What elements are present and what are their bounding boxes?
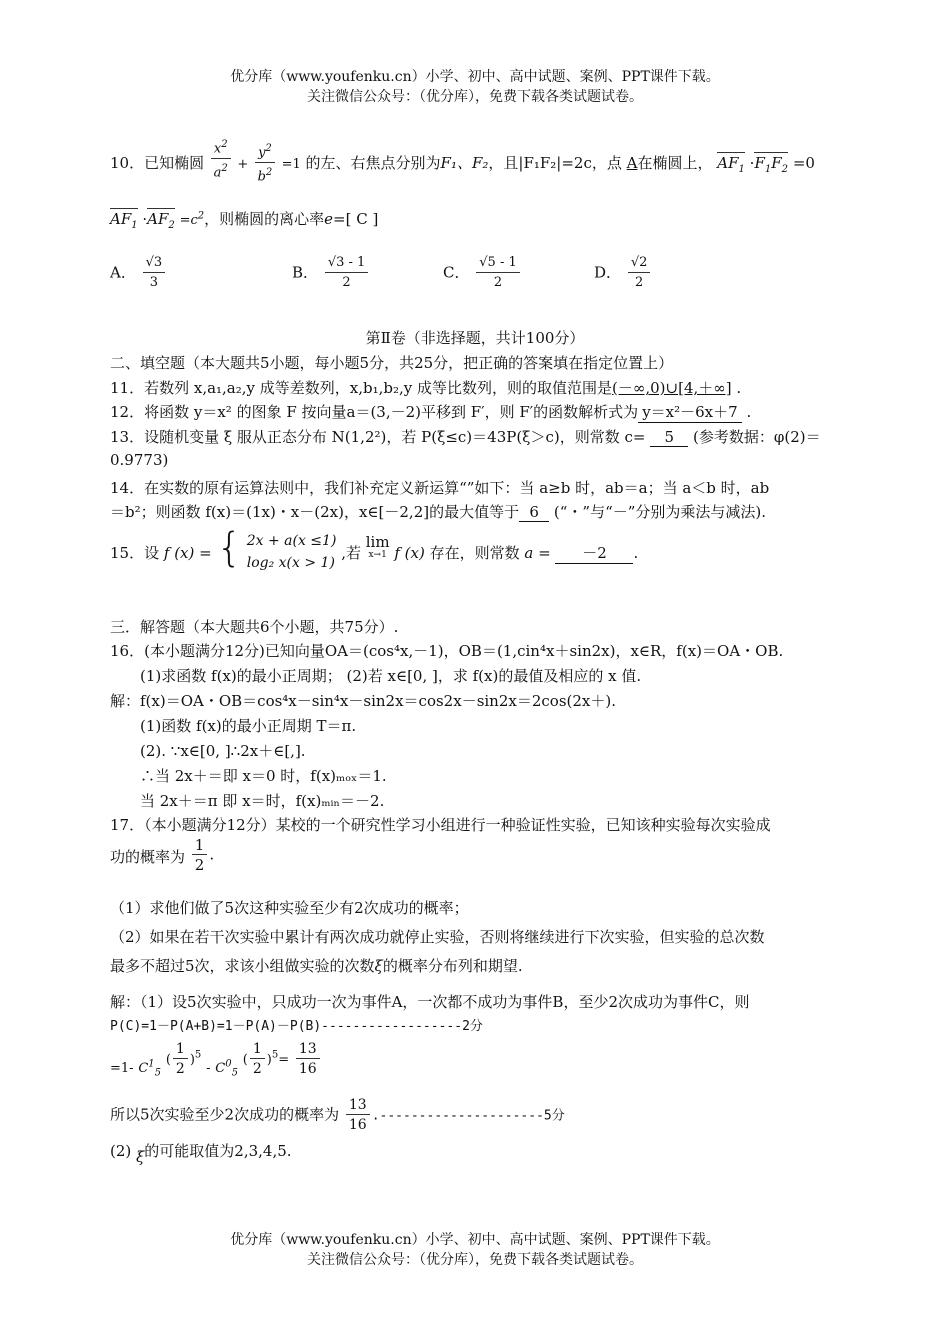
q10-option-c	[443, 254, 522, 293]
q13-answer: 5	[650, 428, 688, 447]
q17-solution-1: 解：（1）设5次实验中，只成功一次为事件A，一次都不成功为事件B，至少2次成功为事件C，则	[110, 993, 750, 1011]
s3-res-den: 16	[298, 1061, 317, 1077]
q15-mid: ,若	[341, 544, 361, 562]
half-den: 2	[194, 856, 205, 874]
fill-section-title: 二、填空题（本大题共5小题，每小题5分，共25分，把正确的答案填在指定位置上）	[110, 354, 674, 372]
q15-case-2: log₂ x(x > 1)	[246, 555, 335, 571]
q10-answer: C	[356, 210, 368, 228]
vector-af1-b: $AF_1$	[110, 210, 138, 231]
q17-line-4: （2）如果在若干次实验中累计有两次成功就停止实验，否则将继续进行下次实验，但实验的总次数	[110, 928, 765, 946]
option-b-label: B．	[292, 263, 319, 282]
q16-line-5: (2). ∵x∈[0, ]∴2x＋∈[,].	[140, 742, 306, 760]
q15-case-1: 2x + a(x ≤1)	[246, 533, 337, 549]
footer-line-1: 优分库（www.youfenku.cn）小学、初中、高中试题、案例、PPT课件下载。	[230, 1232, 720, 1248]
s3-half-num-1: 1	[173, 1040, 188, 1059]
option-a-num: √3	[143, 254, 166, 273]
q13-end: (参考数据：φ(2)＝	[693, 428, 821, 446]
q15-post: 存在，则常数	[429, 544, 520, 562]
q17-line-2	[110, 836, 214, 875]
q16-line-4: (1)函数 f(x)的最小正周期 T＝π.	[140, 717, 357, 735]
q13-text: 13．设随机变量 ξ 服从正态分布 N(1,2²)，若 P(ξ≤c)＝43P(ξ＞c)，则常数 c=	[110, 428, 646, 446]
header-line-1: 优分库（www.youfenku.cn）小学、初中、高中试题、案例、PPT课件下载。	[230, 69, 720, 85]
option-c-num: √5 - 1	[476, 254, 519, 273]
q10-number: 10．已知椭圆	[110, 153, 205, 172]
s4-res-num: 13	[346, 1096, 370, 1115]
s4-res-den: 16	[348, 1117, 367, 1133]
q17-line-5	[110, 955, 523, 976]
vector-af1: $AF_1$	[717, 153, 745, 175]
question-10-line-1: 10．已知椭圆 $\frac{x^2}{a^2}$ + $\frac{y^2}{b^2}$ =1 的左、右焦点分别为F₁、F₂，且|F₁F₂|=2c，点 A在椭圆上， $AF_1 \cdot F_1F_2 =0$	[110, 140, 815, 188]
xi-symbol: ξ	[374, 957, 383, 975]
q10-eq0: =0	[792, 153, 815, 172]
option-d-num: √2	[628, 254, 651, 273]
q17-solution-5	[110, 1140, 292, 1166]
q12-end: .	[746, 403, 752, 421]
piecewise-brace: {	[216, 525, 242, 571]
question-15	[110, 525, 639, 578]
q10-tail: 在椭圆上，	[637, 153, 713, 172]
option-d-label: D．	[594, 263, 622, 282]
option-b-den: 2	[342, 275, 351, 290]
c0-sub: 5	[231, 1067, 238, 1079]
q15-limsub: x→1	[368, 550, 387, 560]
q15-answer: －2	[555, 542, 633, 564]
s3-mid: -	[206, 1060, 211, 1076]
s4-post: .---------------------5分	[371, 1108, 565, 1124]
q10-option-d	[594, 254, 652, 293]
q17-solution-4	[110, 1096, 565, 1135]
option-a-label: A．	[110, 263, 136, 282]
q17-line-3: （1）求他们做了5次这种实验至少有2次成功的概率；	[110, 899, 469, 917]
option-a-den: 3	[149, 275, 159, 290]
option-c-den: 2	[493, 275, 503, 290]
q16-line-1: 16．(本小题满分12分)已知向量OA＝(cos⁴x,－1)，OB＝(1,cin⁴x＋sin2x)，x∈R，f(x)＝OA・OB.	[110, 642, 784, 660]
s3-half-num-2: 1	[250, 1040, 265, 1059]
question-11	[110, 377, 741, 398]
s5-post: 的可能取值为2,3,4,5.	[144, 1142, 292, 1160]
q17-l2-pre: 功的概率为	[110, 847, 186, 866]
s5-pre: (2)	[110, 1142, 132, 1160]
vector-af2: $AF_2$	[147, 210, 175, 231]
q16-line-6: ∴当 2x＋＝即 x＝0 时，f(x)ₘₒₓ＝1.	[140, 767, 387, 785]
header-line-2: 关注微信公众号：（优分库），免费下载各类试题试卷。	[307, 89, 643, 105]
s3-res-num: 13	[296, 1040, 320, 1059]
question-12	[110, 401, 751, 423]
s3-half-den-2: 2	[252, 1061, 262, 1077]
c0-sup: 0	[225, 1058, 232, 1070]
option-b-num: √3 - 1	[325, 254, 368, 273]
c1-sup: 1	[148, 1058, 155, 1070]
option-c-label: C．	[443, 263, 470, 282]
question-10-line-2: $AF_1 \cdot AF_2 =c^2$，则椭圆的离心率e=[ C ]	[110, 210, 379, 231]
q17-solution-3: =1- $C^1_5$ ( $\frac{1}{2}$ )$^5 - C^0_5$ ( $\frac{1}{2}$ )$^5$= $\frac{13}{16}$	[110, 1040, 322, 1086]
q10-line2-tail: ，则椭圆的离心率	[204, 210, 325, 228]
q15-end: .	[633, 544, 639, 562]
q12-text: 12．将函数 y＝x² 的图象 F 按向量a＝(3,－2)平移到 F′，则 F′的函数解析式为	[110, 403, 639, 421]
question-13-line-2: 0.9773)	[110, 451, 169, 469]
vector-f1f2: $F_1F_2$	[754, 153, 789, 175]
q11-text: 11．若数列 x,a₁,a₂,y 成等差数列，x,b₁,b₂,y 成等比数列，则的取值范围是	[110, 379, 613, 397]
q17-l2-end: .	[209, 845, 215, 864]
q17-l5-post: 的概率分布列和期望.	[382, 957, 523, 975]
ellipse-x-frac: $\frac{x^2}{a^2}$	[211, 136, 231, 184]
s3-pre: =1-	[110, 1060, 134, 1076]
question-14-line-2	[110, 501, 766, 522]
solve-section-title: 三．解答题（本大题共6个小题，共75分）.	[110, 618, 399, 636]
s5-xi: ξ	[136, 1148, 145, 1166]
part2-title: 第Ⅱ卷（非选择题，共计100分）	[365, 329, 585, 347]
pow-1: 5	[194, 1049, 202, 1061]
q16-line-2: (1)求函数 f(x)的最小正周期； (2)若 x∈[0, ]，求 f(x)的最值及相应的 x 值.	[140, 667, 642, 685]
question-14-line-1: 14．在实数的原有运算法则中，我们补充定义新运算“”如下：当 a≥b 时，ab＝a；当 a＜b 时，ab	[110, 479, 770, 497]
ellipse-y-frac: $\frac{y^2}{b^2}$	[255, 140, 275, 188]
option-d-den: 2	[634, 275, 644, 290]
q10-cond: ，且|F₁F₂|=2c，点	[488, 153, 622, 172]
q10-text-a: 的左、右焦点分别为	[305, 153, 441, 172]
q11-answer: (－∞,0)∪[4,＋∞]	[612, 379, 732, 397]
q10-option-a	[110, 254, 167, 293]
s3-half-den-1: 2	[175, 1061, 185, 1077]
q14-answer: 6	[519, 503, 549, 522]
q15-fx: f (x) =	[163, 544, 212, 562]
s4-pre: 所以5次实验至少2次成功的概率为	[110, 1105, 340, 1124]
q11-end: .	[736, 379, 742, 397]
c1-symbol: C	[138, 1060, 149, 1076]
footer-line-2: 关注微信公众号：（优分库），免费下载各类试题试卷。	[307, 1252, 643, 1268]
q15-limit	[366, 534, 390, 560]
q14-post: (“・”与“－”分别为乘法与减法).	[553, 503, 767, 521]
half-num: 1	[192, 836, 208, 855]
q10-foci: F₁、F₂	[440, 153, 489, 172]
q10-option-b	[292, 254, 370, 293]
pow-2: 5	[271, 1049, 279, 1061]
q16-line-3: 解：f(x)＝OA・OB＝cos⁴x－sin⁴x－sin2x＝cos2x－sin2x＝2cos(2x＋).	[110, 692, 616, 710]
question-13	[110, 426, 821, 447]
q12-answer: y＝x²－6x＋7	[638, 401, 742, 423]
q17-line-1: 17．（本小题满分12分）某校的一个研究性学习小组进行一种验证性实验，已知该种实验每次实验成	[110, 816, 771, 834]
q14-pre: ＝b²；则函数 f(x)＝(1x)・x－(2x)，x∈[－2,2]的最大值等于	[110, 503, 520, 521]
q15-limf: f (x)	[394, 544, 425, 562]
q16-line-7: 当 2x＋＝π 即 x＝时，f(x)ₘᵢₙ＝－2.	[140, 792, 385, 810]
q15-pre: 15．设	[110, 544, 160, 562]
q15-lim: lim	[365, 533, 390, 551]
c1-sub: 5	[154, 1067, 162, 1079]
q17-solution-2: P(C)=1－P(A+B)=1－P(A)－P(B)------------------2分	[110, 1019, 483, 1034]
c0-symbol: C	[215, 1060, 226, 1076]
q15-cases	[247, 530, 337, 574]
q15-avar: a =	[524, 544, 551, 562]
q17-l5-pre: 最多不超过5次，求该小组做实验的次数	[110, 957, 375, 975]
q10-point-a: A	[626, 153, 638, 172]
